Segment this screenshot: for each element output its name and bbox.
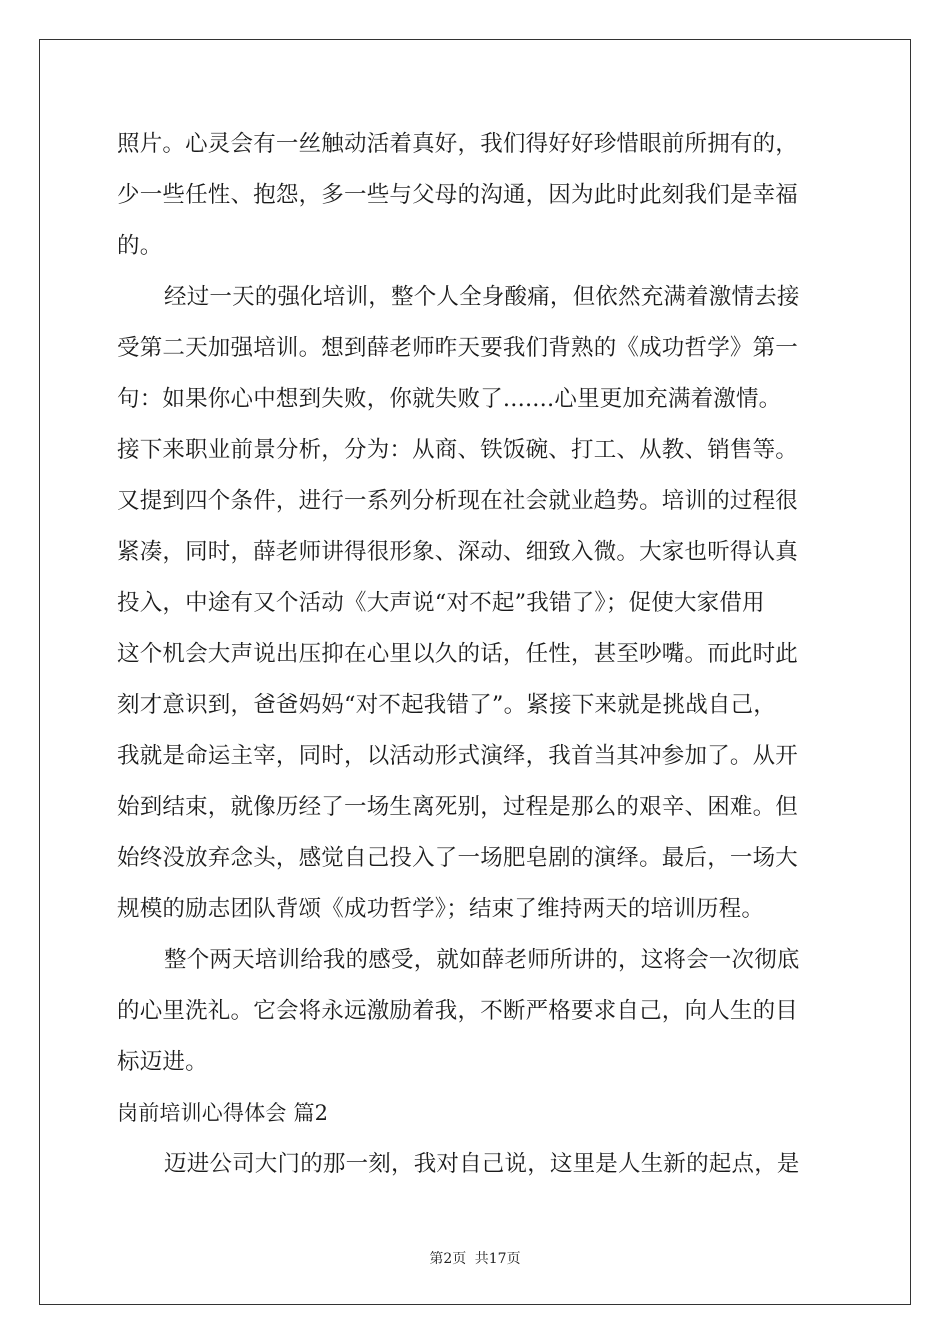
text-line: 始到结束，就像历经了一场生离死别，过程是那么的艰辛、困难。但 <box>117 794 799 820</box>
text-line: 少一些任性、抱怨，多一些与父母的沟通，因为此时此刻我们是幸福 <box>117 182 799 208</box>
text-line: 我就是命运主宰，同时，以活动形式演绎，我首当其冲参加了。从开 <box>117 743 799 769</box>
text-line: 接下来职业前景分析，分为：从商、铁饭碗、打工、从教、销售等。 <box>117 437 799 463</box>
text-line: 投入，中途有又个活动《大声说“对不起”我错了》；促使大家借用 <box>117 590 765 616</box>
page-footer <box>0 1248 950 1268</box>
section-heading: 岗前培训心得体会 篇2 <box>117 1101 329 1125</box>
text-line: 刻才意识到，爸爸妈妈“对不起我错了”。紧接下来就是挑战自己， <box>117 692 777 718</box>
paragraph-start: 整个两天培训给我的感受，就如薛老师所讲的，这将会一次彻底 <box>164 947 800 973</box>
text-line: 规模的励志团队背颂《成功哲学》；结束了维持两天的培训历程。 <box>117 896 765 922</box>
text-line: 又提到四个条件，进行一系列分析现在社会就业趋势。培训的过程很 <box>117 488 799 514</box>
page-total: 共17页 <box>474 1251 521 1267</box>
text-line: 紧凑，同时，薛老师讲得很形象、深动、细致入微。大家也听得认真 <box>117 539 799 565</box>
paragraph-start: 经过一天的强化培训，整个人全身酸痛，但依然充满着激情去接 <box>164 284 800 310</box>
text-line: 始终没放弃念头，感觉自己投入了一场肥皂剧的演绎。最后，一场大 <box>117 845 799 871</box>
text-line: 这个机会大声说出压抑在心里以久的话，任性，甚至吵嘴。而此时此 <box>117 641 799 667</box>
text-line: 句：如果你心中想到失败，你就失败了.......心里更加充满着激情。 <box>117 386 782 412</box>
text-line: 的心里洗礼。它会将永远激励着我，不断严格要求自己，向人生的目 <box>117 998 799 1024</box>
text-line: 的。 <box>117 233 163 259</box>
text-line: 标迈进。 <box>117 1049 208 1075</box>
paragraph-start: 迈进公司大门的那一刻，我对自己说，这里是人生新的起点，是 <box>164 1151 800 1177</box>
text-line: 照片。心灵会有一丝触动活着真好，我们得好好珍惜眼前所拥有的， <box>117 131 799 157</box>
page-number: 第2页 <box>429 1251 467 1267</box>
text-line: 受第二天加强培训。想到薛老师昨天要我们背熟的《成功哲学》第一 <box>117 335 799 361</box>
